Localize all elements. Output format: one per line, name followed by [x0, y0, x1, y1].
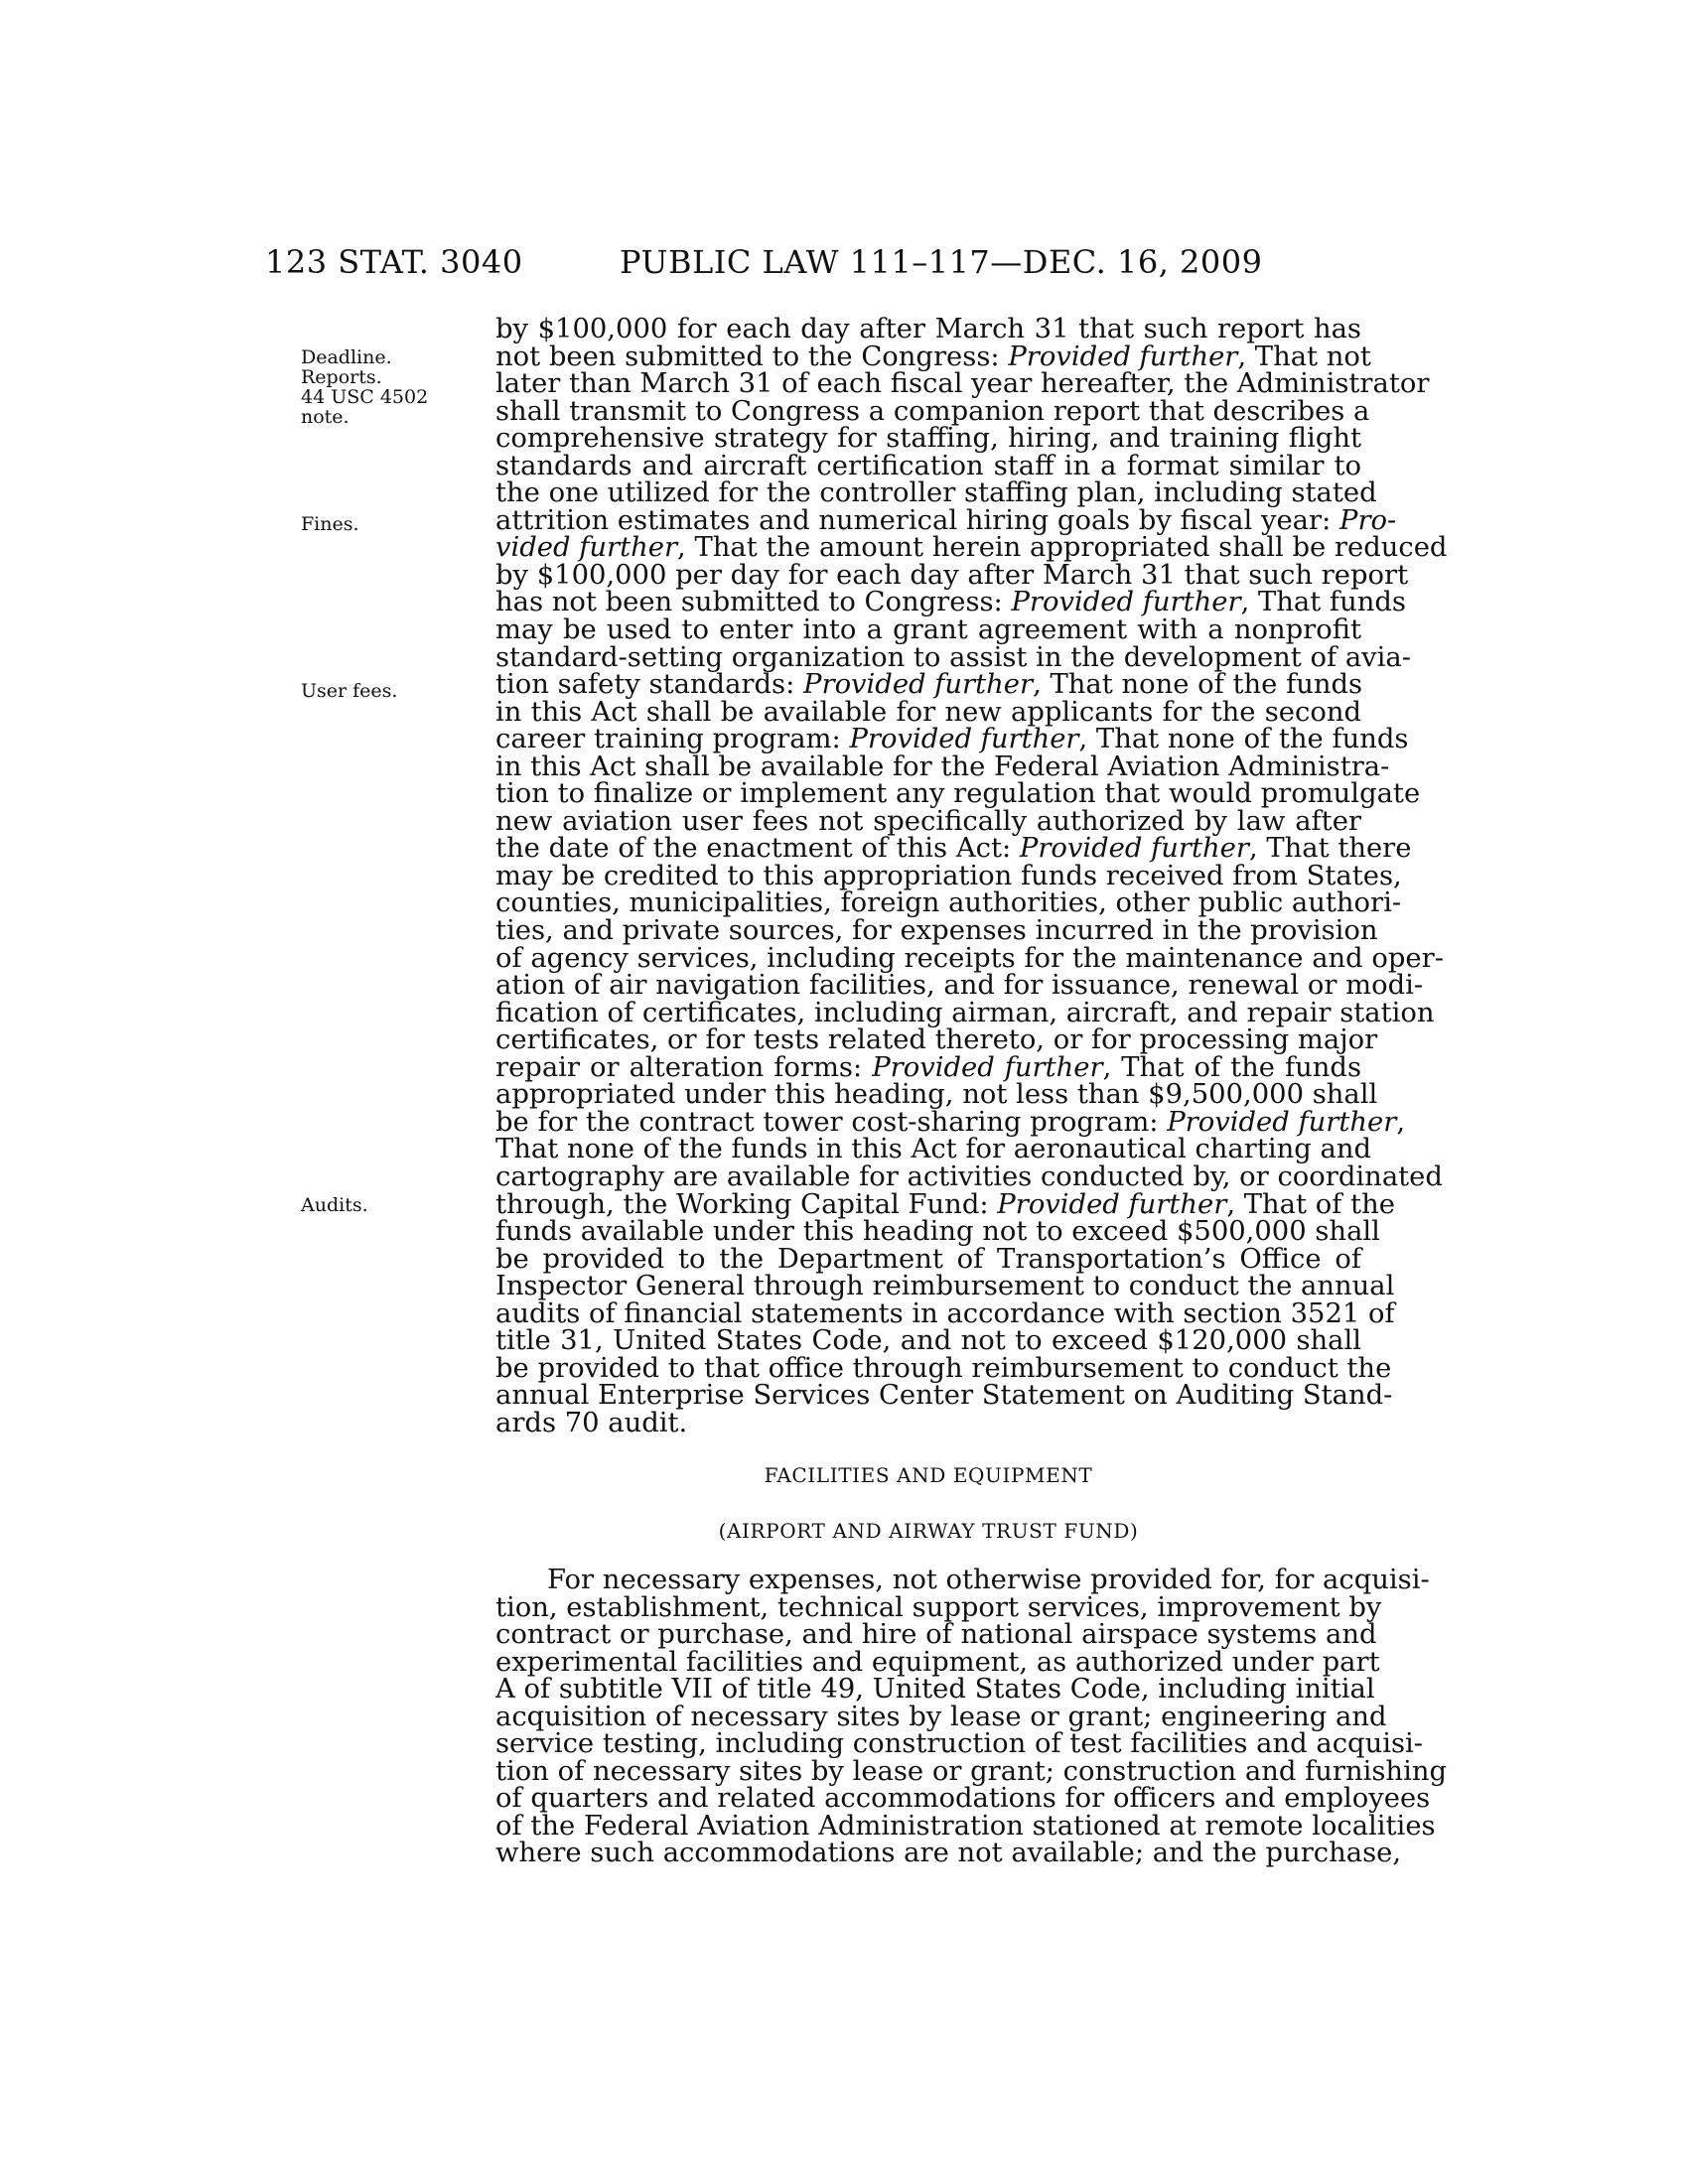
text-line: A of subtitle VII of title 49, United States Code, including initial: [495, 1674, 1375, 1706]
text-line: of quarters and related accommodations for officers and employees: [495, 1783, 1431, 1815]
margin-note-deadline: [301, 347, 428, 427]
margin-note-line: Reports.: [301, 366, 382, 388]
text-line: by $100,000 per day for each day after March 31 that such report: [495, 559, 1409, 591]
text-line: the one utilized for the controller staffing plan, including stated: [495, 478, 1377, 509]
text-line: comprehensive strategy for staffing, hiring, and training flight: [495, 423, 1361, 455]
text-line: For necessary expenses, not otherwise provided for, for acquisi-: [547, 1565, 1430, 1595]
text-line: experimental facilities and equipment, as authorized under part: [495, 1646, 1380, 1678]
text-line: standard-setting organization to assist in the development of avia-: [495, 641, 1411, 673]
statute-page-reference: 123 STAT. 3040: [265, 243, 523, 281]
text-line: be provided to that office through reimbursement to conduct the: [495, 1352, 1392, 1384]
text-line: cartography are available for activities conducted by, or coordinated: [495, 1160, 1443, 1192]
text-line: tion safety standards: Provided further, That none of the funds: [495, 669, 1363, 701]
text-line: tion to finalize or implement any regulation that would promulgate: [495, 778, 1421, 810]
text-line: not been submitted to the Congress: Provided further, That not: [495, 341, 1371, 372]
text-line: the date of the enactment of this Act: Provided further, That there: [495, 833, 1412, 865]
section-heading: FACILITIES AND EQUIPMENT: [764, 1463, 1093, 1487]
text-line: tion of necessary sites by lease or grant; construction and furnishing: [495, 1755, 1448, 1787]
text-line: career training program: Provided further, That none of the funds: [495, 724, 1409, 755]
page-header: [0, 243, 1688, 283]
text-line: standards and aircraft certification staff in a format similar to: [495, 450, 1361, 481]
text-line: has not been submitted to Congress: Provided further, That funds: [495, 587, 1406, 618]
text-line: ards 70 audit.: [495, 1407, 688, 1438]
text-line: vided further, That the amount herein appropriated shall be reduced: [495, 532, 1448, 564]
text-line: be provided to the Department of Transportation’s Office of: [495, 1243, 1361, 1275]
text-line: acquisition of necessary sites by lease or grant; engineering and: [495, 1701, 1387, 1732]
text-line: annual Enterprise Services Center Statement on Auditing Stand-: [495, 1380, 1393, 1412]
text-line: attrition estimates and numerical hiring goals by fiscal year: Pro-: [495, 504, 1397, 536]
text-line: through, the Working Capital Fund: Provided further, That of the: [495, 1188, 1395, 1220]
margin-note-line: Deadline.: [301, 346, 392, 368]
text-line: tion, establishment, technical support services, improvement by: [495, 1591, 1382, 1623]
text-line: appropriated under this heading, not less than $9,500,000 shall: [495, 1079, 1378, 1111]
text-line: of the Federal Aviation Administration stationed at remote localities: [495, 1810, 1436, 1842]
text-line: ties, and private sources, for expenses incurred in the provision: [495, 915, 1378, 947]
margin-note-fines: Fines.: [301, 513, 359, 535]
body-paragraph-continued: [495, 314, 1448, 1438]
text-line: Inspector General through reimbursement to conduct the annual: [495, 1271, 1395, 1302]
text-line: fication of certificates, including airman, aircraft, and repair station: [495, 997, 1435, 1028]
margin-note-line: note.: [301, 406, 350, 428]
margin-note-line: 44 USC 4502: [301, 386, 429, 408]
text-line: service testing, including construction of test facilities and acquisi-: [495, 1728, 1424, 1760]
text-line: ation of air navigation facilities, and for issuance, renewal or modi-: [495, 970, 1424, 1002]
text-line: funds available under this heading not to exceed $500,000 shall: [495, 1216, 1380, 1248]
text-line: where such accommodations are not available; and the purchase,: [495, 1838, 1402, 1869]
text-line: may be credited to this appropriation funds received from States,: [495, 860, 1402, 891]
public-law-title: PUBLIC LAW 111–117—DEC. 16, 2009: [620, 243, 1263, 281]
text-line: by $100,000 for each day after March 31 that such report has: [495, 314, 1361, 344]
text-line: title 31, United States Code, and not to exceed $120,000 shall: [495, 1325, 1361, 1357]
text-line: new aviation user fees not specifically authorized by law after: [495, 805, 1361, 837]
text-line: shall transmit to Congress a companion report that describes a: [495, 395, 1370, 427]
margin-note-audits: Audits.: [301, 1194, 368, 1216]
text-line: in this Act shall be available for the Federal Aviation Administra-: [495, 751, 1390, 782]
text-line: audits of financial statements in accordance with section 3521 of: [495, 1297, 1395, 1329]
text-line: counties, municipalities, foreign authorities, other public authori-: [495, 887, 1402, 919]
text-line: contract or purchase, and hire of national airspace systems and: [495, 1619, 1377, 1651]
text-line: repair or alteration forms: Provided further, That of the funds: [495, 1051, 1361, 1083]
text-line: That none of the funds in this Act for aeronautical charting and: [495, 1134, 1371, 1165]
text-line: certificates, or for tests related thereto, or for processing major: [495, 1024, 1378, 1056]
margin-note-user-fees: User fees.: [301, 680, 398, 702]
text-line: be for the contract tower cost-sharing program: Provided further,: [495, 1106, 1406, 1138]
text-line: later than March 31 of each fiscal year hereafter, the Administrator: [495, 368, 1430, 400]
section-subheading: (AIRPORT AND AIRWAY TRUST FUND): [718, 1519, 1139, 1543]
text-line: may be used to enter into a grant agreement with a nonprofit: [495, 614, 1361, 646]
text-line: in this Act shall be available for new applicants for the second: [495, 696, 1361, 728]
text-line: of agency services, including receipts for the maintenance and oper-: [495, 942, 1444, 974]
body-paragraph-facilities: [495, 1565, 1448, 1869]
